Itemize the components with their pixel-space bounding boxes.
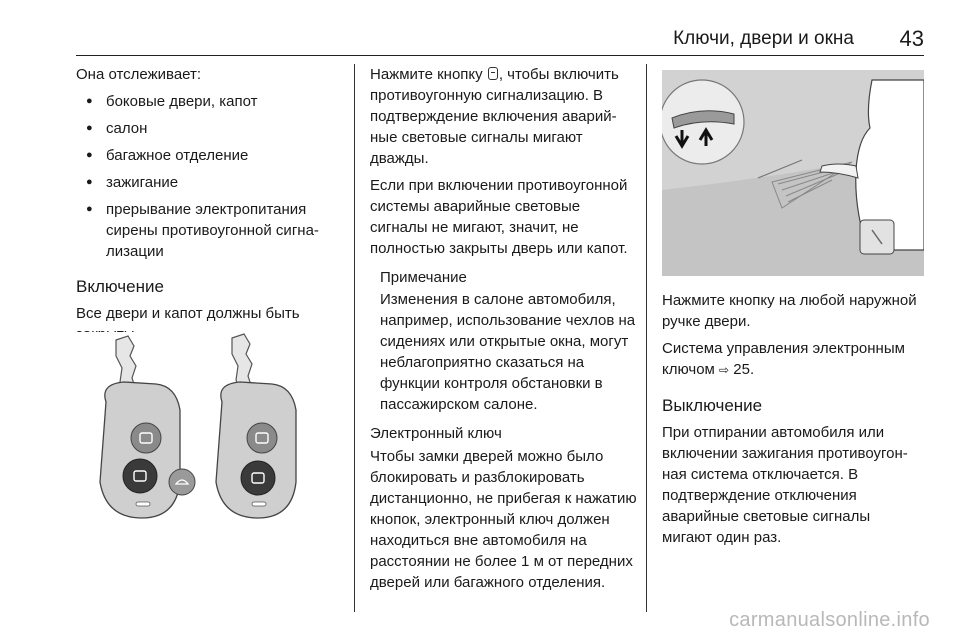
column-right — [662, 290, 924, 554]
note-text: Изменения в салоне автомобиля, например, использование чехлов на сидениях или открытые окна, могут неблагоприятно сказаться на функции контроля обстановки в пассажирском салоне. — [380, 291, 636, 413]
note-block — [370, 267, 638, 415]
list-item: ● прерывание электропитания сирены противоугонной сигнализации — [76, 199, 346, 262]
paragraph: Если при включении противоугонной системы аварийные световые сигналы не мигают, значит, не полностью закрыты дверь или капот. — [370, 177, 628, 257]
door-handle-illustration — [662, 70, 924, 276]
lock-button-icon — [488, 67, 498, 80]
column-middle — [370, 64, 638, 599]
section-heading: Включение — [76, 277, 164, 296]
page-header — [76, 22, 924, 56]
list-item: ● зажигание — [76, 172, 346, 193]
monitored-list — [76, 91, 346, 262]
page-reference[interactable]: 25. — [733, 361, 755, 378]
intro-text: Она отслеживает: — [76, 66, 202, 83]
paragraph — [370, 64, 638, 169]
paragraph: Чтобы замки дверей можно было блокировать и разблокировать дистанционно, не прибегая к нажатию кнопок, электронный ключ должен находиться вне автомобиля на расстоянии не более 1 м от передних дверей или багажного отделения. — [370, 448, 637, 591]
note-title: Примечание — [380, 269, 467, 286]
list-item: ● салон — [76, 118, 346, 139]
paragraph: Все двери и капот должны быть — [76, 305, 300, 322]
column-divider — [646, 64, 647, 612]
section-heading: Электронный ключ — [370, 425, 502, 442]
text-run: Нажмите кнопку — [370, 66, 483, 83]
key-fobs-illustration — [76, 332, 338, 538]
list-item: ● боковые двери, капот — [76, 91, 346, 112]
paragraph: Нажмите кнопку на любой наружной ручке двери. — [662, 292, 917, 330]
text-run: , чтобы включить противоугонную сигнализацию. В подтверждение включения аварийные световые сигналы мигают дважды. — [370, 66, 619, 167]
watermark: carmanualsonline.info — [729, 609, 930, 631]
column-divider — [354, 64, 355, 612]
header-title: Ключи, двери и окна — [673, 28, 854, 49]
key-fobs-icon — [76, 332, 338, 538]
list-item: ● багажное отделение — [76, 145, 346, 166]
paragraph — [662, 338, 924, 381]
door-handle-icon — [662, 70, 924, 276]
reference-arrow-icon: ⇨ — [719, 363, 730, 377]
page-number: 43 — [899, 26, 924, 51]
column-left — [76, 64, 346, 351]
text-run: Система управления электронным ключом — [662, 340, 905, 378]
section-heading: Выключение — [662, 396, 763, 415]
paragraph: При отпирании автомобиля или включении зажигания противоугонная система отключается. В подтверждение отключения аварийные световые сигналы мигают один раз. — [662, 424, 908, 546]
